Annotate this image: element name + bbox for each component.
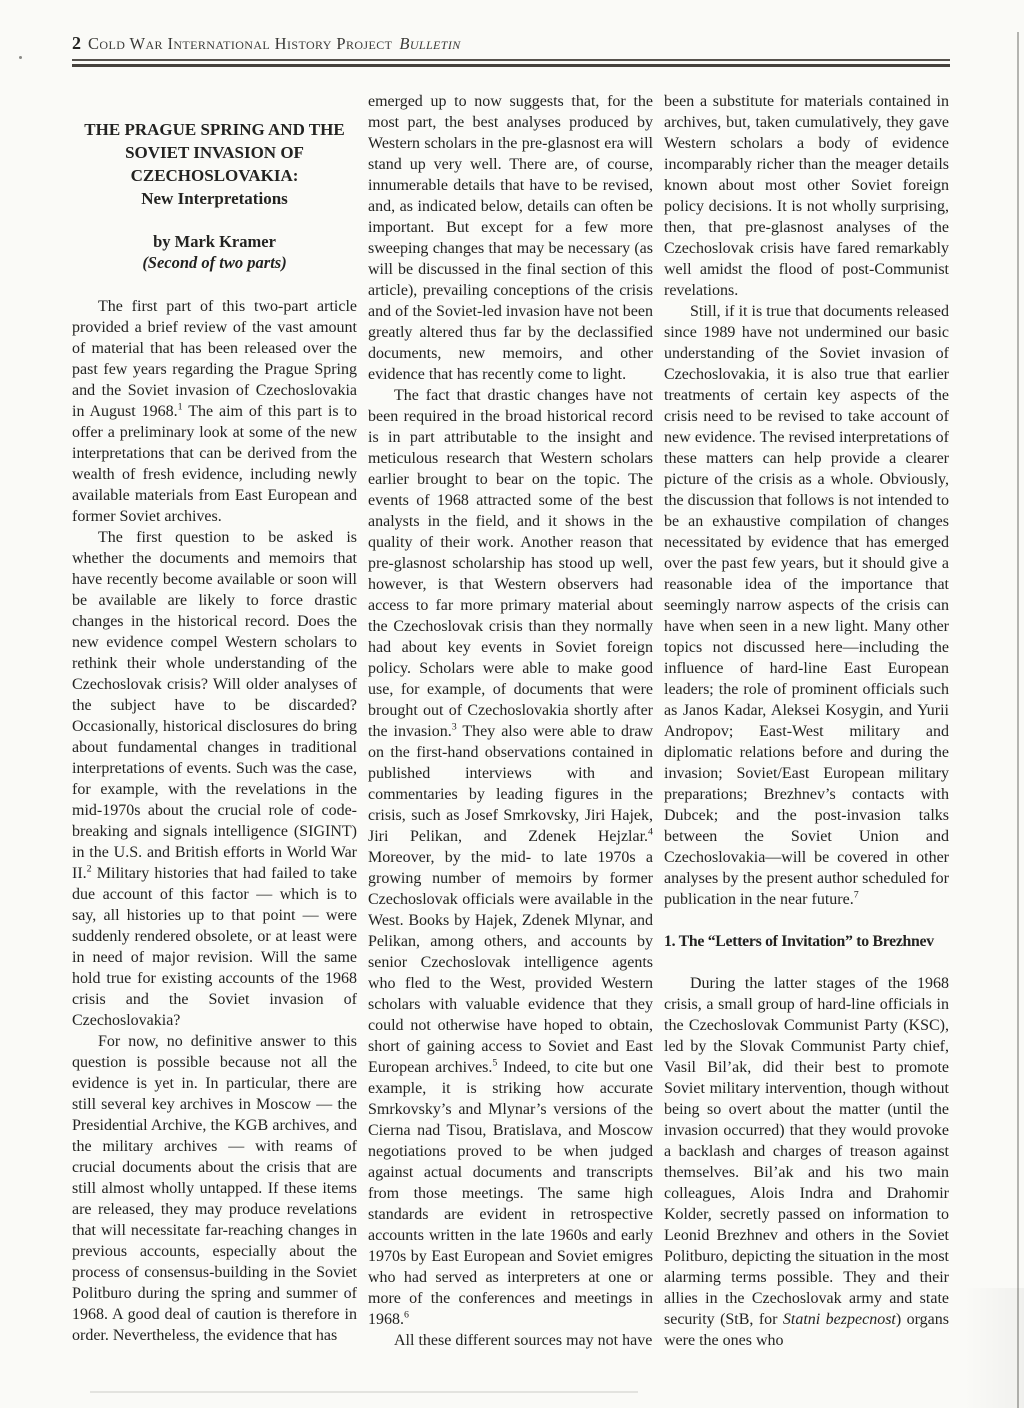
section-heading: 1. The “Letters of Invitation” to Brezhnev <box>664 933 934 950</box>
paragraph: The first part of this two-part article provided a brief review of the vast amount of material that has been released over the past few years regarding the Prague Spring and the Soviet invasion of Czechoslovakia in August 1968.$^1$ The aim of this part is to offer a preliminary look at some of the new interpretations that can be derived from the wealth of fresh evidence, including newly available materials from East European and former Soviet archives. <box>72 298 357 525</box>
column-1 <box>72 91 357 1351</box>
footnote-marker: 5 <box>492 1057 498 1069</box>
journal-title-italic: Bulletin <box>399 34 461 53</box>
column-3-text <box>664 91 949 1351</box>
footnote-marker: 6 <box>404 1309 409 1321</box>
title-line: SOVIET INVASION OF <box>125 143 304 162</box>
paragraph: For now, no definitive answer to this question is possible because not all the evidence is yet in. In particular, there are still several key archives in Moscow — the Presidential Archive, the KGB archives, and the military archives — with reams of crucial documents about the crisis that are still almost wholly untapped. If these items are released, they may produce revelations that will necessitate far-reaching changes in previous accounts, especially about the process of consensus-building in the Soviet Politburo during the spring and summer of 1968. A good deal of caution is therefore in order. Nevertheless, the evidence that has <box>72 1033 357 1344</box>
article-columns <box>72 91 950 1351</box>
paragraph: been a substitute for materials contained in archives, but, taken cumulatively, they gave Western scholars a body of evidence incomparably richer than the meager details known about most other Soviet foreign policy decisions. It is not wholly surprising, then, that pre-glasnost analyses of the Czechoslovak crisis have fared remarkably well amidst the flood of post-Communist revelations. <box>664 93 949 299</box>
byline: by Mark Kramer <box>153 232 276 251</box>
paragraph: The first question to be asked is whether the documents and memoirs that have recently become available or soon will be available are likely to force drastic changes in the historical record. Does the new evidence compel Western scholars to rethink their whole understanding of the Czechoslovak crisis? Will older analyses of the subject have to be discarded? Occasionally, historical disclosures do bring about fundamental changes in traditional interpretations of events. Such was the case, for example, with the revelations in the mid-1970s about the crucial role of code-breaking and signals intelligence (SIGINT) in the U.S. and British efforts in World War II.$^2$ Military histories that had failed to take due account of this factor — which is to say, all histories up to that point — were suddenly rendered obsolete, or at least were in need of major revision. Will the same hold true for existing accounts of the 1968 crisis and the Soviet invasion of Czechoslovakia? <box>72 529 357 1029</box>
article-title <box>72 118 357 210</box>
scan-artifact-right-edge <box>1017 32 1019 1408</box>
running-head <box>72 33 950 54</box>
paragraph: emerged up to now suggests that, for the most part, the best analyses produced by Western scholars in the pre-glasnost era will stand up very well. There are, of course, innumerable details that have to be revised, and, as indicated below, details can often be important. But except for a few more sweeping changes that may be necessary (as will be discussed in the final section of this article), prevailing conceptions of the crisis and of the Soviet-led invasion have not been greatly altered thus far by the declassified documents, new memoirs, and other evidence that has recently come to light. <box>368 93 653 383</box>
column-2-text <box>368 91 653 1351</box>
article-subtitle: New Interpretations <box>141 189 288 208</box>
page-number: 2 <box>72 33 81 53</box>
italic-term: Statni bezpecnost <box>782 1311 896 1328</box>
scan-artifact-bottom-streak <box>90 1391 638 1393</box>
paragraph: Still, if it is true that documents released since 1989 have not undermined our basic understanding of the Soviet invasion of Czechoslovakia, it is also true that earlier treatments of certain key aspects of the crisis need to be revised to take account of new evidence. The revised interpretations of these matters can help provide a clearer picture of the crisis as a whole. Obviously, the discussion that follows is not intended to be an exhaustive compilation of changes necessitated by evidence that has emerged over the past few years, but it should give a reasonable idea of the importance that seemingly narrow aspects of the crisis can have when seen in a new light. Many other topics not discussed here—including the influence of hard-line East European leaders; the role of prominent officials such as Janos Kadar, Aleksei Kosygin, and Yurii Andropov; East-West military and diplomatic relations before and during the invasion; Soviet/East European military preparations; Brezhnev’s contacts with Dubcek; and the post-invasion talks between the Soviet Union and Czechoslovakia—will be covered in other analyses by the present author scheduled for publication in the near future.$^7$ <box>664 303 949 908</box>
journal-title: Cold War International History Project <box>88 34 393 53</box>
header-rule <box>72 59 950 67</box>
paragraph: During the latter stages of the 1968 crisis, a small group of hard-line officials in the Czechoslovak Communist Party (KSC), led by the Slovak Communist Party chief, Vasil Bil’ak, did their best to promote Soviet military intervention, though without being so overt about the matter (until the invasion occurred) that they would provoke a backlash and charges of treason against themselves. Bil’ak and his two main colleagues, Alois Indra and Drahomir Kolder, secretly passed on information to Leonid Brezhnev and others in the Soviet Politburo, depicting the situation in the most alarming terms possible. They and their allies in the Czechoslovak army and state security (StB, for Statni bezpecnost) organs were the ones who <box>664 975 949 1349</box>
column-3 <box>664 91 949 1351</box>
paragraph: All these different sources may not have <box>394 1332 653 1349</box>
paragraph: The fact that drastic changes have not been required in the broad historical record is in part attributable to the insight and meticulous research that Western scholars earlier brought to bear on the topic. The events of 1968 attracted some of the best analysts in the field, and it shows in the quality of their work. Another reason that pre-glasnost scholarship has stood up well, however, is that Western observers had access to far more primary material about the Czechoslovak crisis than they normally had about key events in Soviet foreign policy. Scholars were able to make good use, for example, of documents that were brought out of Czechoslovakia shortly after the invasion.$^3$ They also were able to draw on the first-hand observations contained in published interviews with and commentaries by leading figures in the crisis, such as Josef Smrkovsky, Jiri Hajek, Jiri Pelikan, and Zdenek Hejzlar.$^4$ Moreover, by the mid- to late 1970s a growing number of memoirs by former Czechoslovak officials were available in the West. Books by Hajek, Zdenek Mlynar, and Pelikan, among others, and accounts by senior Czechoslovak intelligence agents who fled to the West, provided Western scholars with valuable evidence that they could not otherwise have hoped to obtain, short of gaining access to Soviet and East European archives.$^5$ Indeed, to cite but one example, it is striking how accurate Smrkovsky’s and Mlynar’s versions of the Cierna nad Tisou, Bratislava, and Moscow negotiations proved to be when judged against actual documents and transcripts from those meetings. The same high standards are evident in retrospective accounts written in the late 1960s and early 1970s by East European and Soviet emigres who had served as interpreters at one or more of the conferences and meetings in 1968.$^6$ <box>368 387 654 1328</box>
footnote-marker: 2 <box>86 863 92 875</box>
title-line: CZECHOSLOVAKIA: <box>130 166 299 185</box>
scan-artifact-corner-shade <box>964 1288 1024 1408</box>
column-1-text <box>72 296 357 1346</box>
byline-note: (Second of two parts) <box>142 253 287 272</box>
title-line: THE PRAGUE SPRING AND THE <box>84 120 345 139</box>
column-2 <box>368 91 653 1351</box>
footnote-marker: 1 <box>177 401 183 413</box>
article-header <box>72 118 357 273</box>
footnote-marker: 3 <box>451 721 457 733</box>
footnote-marker: 7 <box>853 889 859 901</box>
footnote-marker: 4 <box>648 826 653 838</box>
scan-artifact-dot <box>19 56 22 59</box>
